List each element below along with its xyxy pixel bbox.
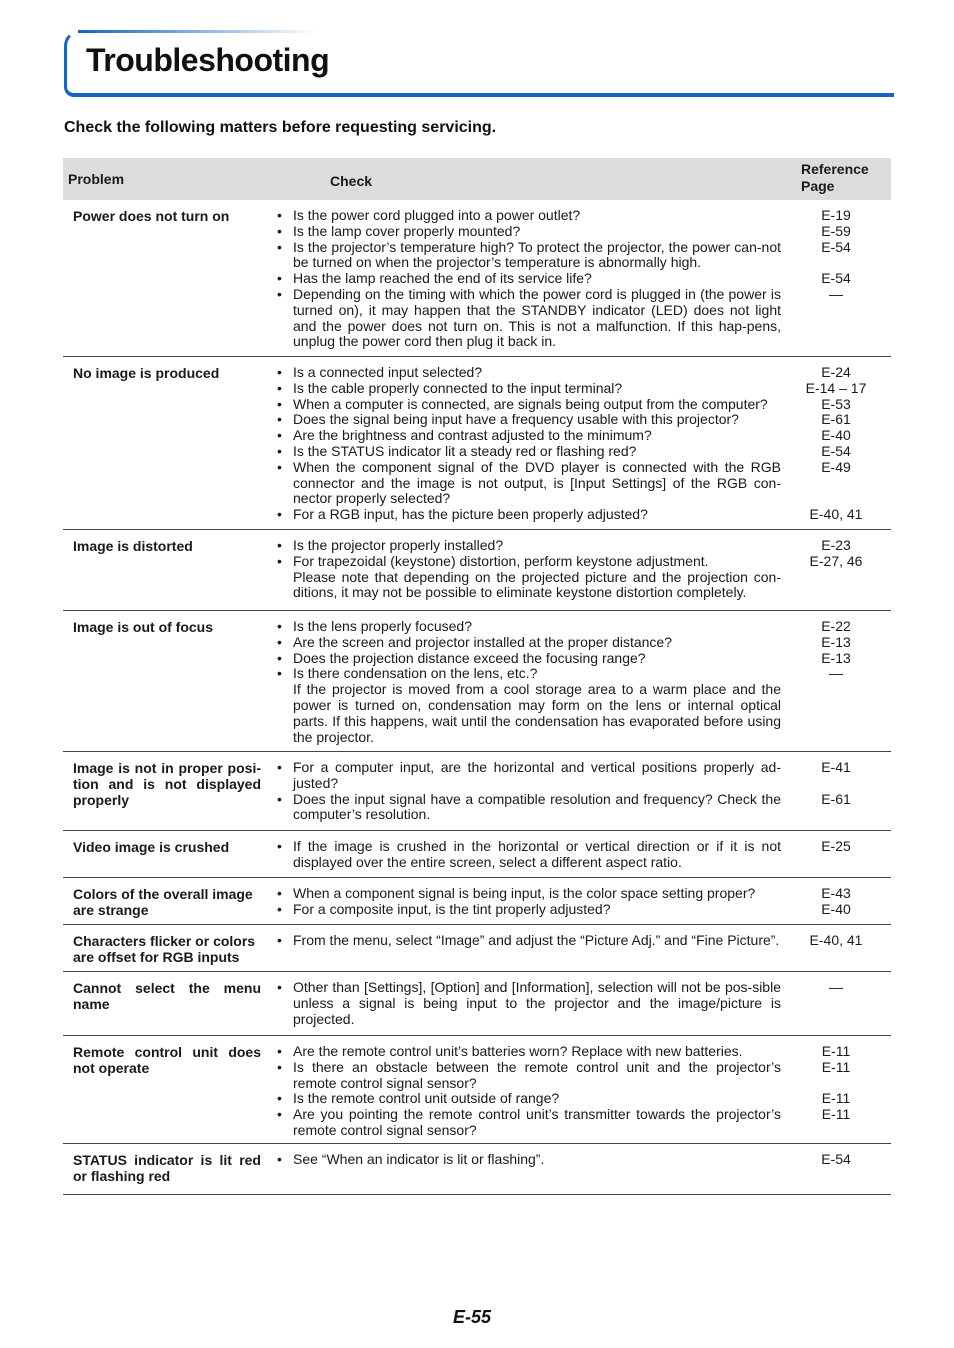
- title-banner: [64, 30, 893, 94]
- bullet-icon: •: [277, 207, 282, 223]
- check-item: [277, 397, 781, 413]
- check-item: [277, 1091, 781, 1107]
- check-item-text: Is the projector properly installed?: [293, 537, 504, 553]
- check-item: [277, 224, 781, 240]
- check-item: [277, 1044, 781, 1060]
- check-item-text: Does the input signal have a compatible resolution and frequency? Check the computer’s resolution.: [293, 790, 781, 823]
- reference-page: E-40: [821, 427, 851, 444]
- bullet-icon: •: [277, 633, 282, 650]
- reference-page: E-40, 41: [809, 932, 863, 948]
- check-item: [277, 365, 781, 381]
- reference-page: [781, 776, 891, 792]
- bullet-icon: •: [277, 838, 282, 854]
- bullet-icon: •: [277, 665, 282, 682]
- table-row: [63, 1144, 891, 1195]
- check-item-text: For a RGB input, has the picture been properly adjusted?: [293, 506, 648, 523]
- bullet-icon: •: [277, 790, 282, 807]
- check-item: [277, 428, 781, 444]
- table-header: [63, 158, 891, 200]
- problem-cell: STATUS indicator is lit red or flashing red: [73, 1152, 261, 1184]
- table-row: [63, 357, 891, 530]
- reference-page: E-13: [821, 633, 851, 650]
- bullet-icon: •: [277, 618, 282, 634]
- check-item-text: Is there an obstacle between the remote control unit and the projector’s remote control signal sensor?: [293, 1058, 781, 1091]
- reference-page: E-53: [821, 395, 851, 412]
- check-item-text: Are the remote control unit’s batteries worn? Replace with new batteries.: [293, 1043, 743, 1059]
- check-item: [277, 1107, 781, 1139]
- check-item: [277, 240, 781, 272]
- reference-page: E-54: [821, 270, 851, 287]
- check-item: [277, 933, 781, 949]
- check-item-text: Are the screen and projector installed at the proper distance?: [293, 633, 673, 650]
- reference-cell: [781, 980, 891, 1029]
- reference-page: E-11: [821, 1058, 851, 1075]
- reference-page: E-24: [821, 364, 851, 380]
- reference-page: [781, 476, 891, 492]
- check-cell: [263, 1044, 781, 1137]
- bullet-icon: •: [277, 759, 282, 775]
- check-item-text: Depending on the timing with which the power cord is plugged in (the power is turned on), it may happen that the STANDBY indicator (LED) does not light and the power does not turn on. This is not a malfunction. If this hap-pens, unplug the power cord then plug it back in.: [293, 285, 781, 350]
- check-item-text: Is the power cord plugged into a power outlet?: [293, 207, 581, 223]
- check-item-text: For trapezoidal (keystone) distortion, perform keystone adjustment.: [293, 552, 709, 569]
- check-item-text: Does the projection distance exceed the focusing range?: [293, 649, 646, 666]
- check-item-text: For a computer input, are the horizontal and vertical positions properly ad-justed?: [293, 759, 781, 791]
- check-item: [277, 886, 781, 902]
- check-item: [277, 381, 781, 397]
- bullet-icon: •: [277, 427, 282, 444]
- bullet-icon: •: [277, 270, 282, 287]
- bullet-icon: •: [277, 506, 282, 523]
- check-item: [277, 208, 781, 224]
- page-number: E-55: [453, 1307, 492, 1327]
- table-row: [63, 972, 891, 1036]
- check-item-text: When the component signal of the DVD player is connected with the RGB connector and the image is not output, is [Input Settings] of the RGB con-nector properly selected?: [293, 458, 781, 507]
- reference-cell: [781, 1152, 891, 1188]
- reference-page: E-59: [821, 222, 851, 239]
- reference-page: E-40, 41: [809, 506, 863, 523]
- reference-page: E-61: [821, 790, 851, 807]
- check-item: [277, 444, 781, 460]
- check-item: [277, 412, 781, 428]
- reference-page: E-14 – 17: [805, 379, 867, 396]
- reference-cell: [781, 760, 891, 824]
- troubleshooting-table: [63, 158, 891, 1195]
- check-item: [277, 1152, 781, 1168]
- bullet-icon: •: [277, 238, 282, 255]
- check-item-text: Does the signal being input have a frequency usable with this projector?: [293, 411, 739, 428]
- reference-page: [781, 491, 891, 507]
- bullet-icon: •: [277, 442, 282, 459]
- check-item-text: Is the projector’s temperature high? To protect the projector, the power can-not be turned on when the projector’s temperature is abnormally high.: [293, 238, 781, 271]
- page-title: Troubleshooting: [86, 42, 330, 78]
- reference-cell: [781, 619, 891, 745]
- reference-page: E-11: [821, 1043, 851, 1059]
- page-subtitle: Check the following matters before requesting servicing.: [64, 119, 497, 136]
- reference-page: E-49: [821, 458, 851, 475]
- check-item: [277, 792, 781, 824]
- problem-cell: Colors of the overall image are strange: [73, 886, 253, 918]
- check-item: [277, 760, 781, 792]
- reference-page: E-27, 46: [809, 552, 863, 569]
- check-item: [277, 570, 781, 602]
- check-cell: [263, 980, 781, 1029]
- check-cell: [263, 1152, 781, 1188]
- check-item-text: Is the lens properly focused?: [293, 618, 472, 634]
- reference-cell: [781, 1044, 891, 1137]
- check-item-text: If the image is crushed in the horizontal or vertical direction or if it is not displayed over the entire screen, select a different aspect ratio.: [293, 838, 781, 870]
- check-item-text: Is the remote control unit outside of range?: [293, 1090, 560, 1107]
- check-item-text: Is there condensation on the lens, etc.?: [293, 665, 538, 682]
- bullet-icon: •: [277, 285, 282, 302]
- bullet-icon: •: [277, 364, 282, 380]
- check-item: [277, 271, 781, 287]
- check-item-text: Other than [Settings], [Option] and [Information], selection will not be pos-sible unless a signal is being input to the projector and the image/picture is projected.: [293, 979, 781, 1027]
- check-item: [277, 1060, 781, 1092]
- check-item: [277, 651, 781, 667]
- reference-cell: [781, 839, 891, 871]
- check-item-text: From the menu, select “Image” and adjust the “Picture Adj.” and “Fine Picture”.: [293, 932, 780, 948]
- header-problem: Problem: [68, 171, 125, 187]
- reference-page: E-23: [821, 537, 851, 553]
- problem-cell: Cannot select the menu name: [73, 980, 261, 1012]
- check-item: [277, 507, 781, 523]
- bullet-icon: •: [277, 900, 282, 917]
- reference-page: E-19: [821, 207, 851, 223]
- bullet-icon: •: [277, 1151, 282, 1167]
- bullet-icon: •: [277, 1043, 282, 1059]
- check-item-text: When a computer is connected, are signals being output from the computer?: [293, 395, 768, 412]
- reference-page: [781, 1076, 891, 1092]
- table-row: [63, 878, 891, 925]
- table-row: [63, 611, 891, 752]
- table-row: [63, 752, 891, 831]
- bullet-icon: •: [277, 552, 282, 569]
- check-item: [277, 635, 781, 651]
- check-item: [277, 554, 781, 570]
- bullet-icon: •: [277, 222, 282, 239]
- check-item-text: Is the cable properly connected to the input terminal?: [293, 379, 623, 396]
- reference-cell: [781, 538, 891, 604]
- reference-page: E-61: [821, 411, 851, 428]
- bullet-icon: •: [277, 1106, 282, 1123]
- header-check: Check: [330, 173, 373, 189]
- reference-page: [781, 255, 891, 271]
- table-row: [63, 1036, 891, 1144]
- check-cell: [263, 538, 781, 604]
- check-item: [277, 619, 781, 635]
- check-item: [277, 839, 781, 871]
- check-item-text: See “When an indicator is lit or flashing”.: [293, 1151, 545, 1167]
- check-item: [277, 682, 781, 745]
- bullet-icon: •: [277, 379, 282, 396]
- problem-cell: Characters flicker or colors are offset for RGB inputs: [73, 933, 256, 965]
- reference-page: E-40: [821, 900, 851, 917]
- reference-page: —: [829, 285, 843, 302]
- check-cell: [263, 839, 781, 871]
- check-item: [277, 287, 781, 350]
- bullet-icon: •: [277, 932, 282, 948]
- table-row: [63, 831, 891, 878]
- reference-cell: [781, 365, 891, 523]
- reference-cell: [781, 886, 891, 918]
- check-cell: [263, 886, 781, 918]
- reference-page: E-11: [821, 1090, 851, 1107]
- check-cell: [263, 208, 781, 350]
- check-item-text: Has the lamp reached the end of its service life?: [293, 270, 592, 287]
- problem-cell: Video image is crushed: [73, 839, 230, 855]
- check-item-text: Are you pointing the remote control unit’s transmitter towards the projector’s remote control signal sensor?: [293, 1106, 781, 1138]
- bullet-icon: •: [277, 537, 282, 553]
- bullet-icon: •: [277, 649, 282, 666]
- table-row: [63, 200, 891, 357]
- check-item-text: Please note that depending on the projected picture and the projection con-ditions, it may not be possible to eliminate keystone distortion completely.: [293, 568, 781, 601]
- check-item: [277, 460, 781, 507]
- problem-cell: Remote control unit does not operate: [73, 1044, 261, 1076]
- reference-page: —: [829, 979, 843, 995]
- bullet-icon: •: [277, 1090, 282, 1107]
- check-item: [277, 666, 781, 682]
- reference-page: —: [829, 665, 843, 682]
- table-row: [63, 925, 891, 972]
- bullet-icon: •: [277, 411, 282, 428]
- check-cell: [263, 619, 781, 745]
- reference-page: E-54: [821, 238, 851, 255]
- title-topline: [78, 30, 318, 33]
- problem-cell: Power does not turn on: [73, 208, 230, 224]
- bullet-icon: •: [277, 885, 282, 901]
- reference-page: E-43: [821, 885, 851, 901]
- check-item-text: Are the brightness and contrast adjusted to the minimum?: [293, 427, 652, 444]
- check-cell: [263, 933, 781, 965]
- check-item: [277, 902, 781, 918]
- check-item-text: Is the lamp cover properly mounted?: [293, 222, 521, 239]
- check-item: [277, 980, 781, 1027]
- table-row: [63, 530, 891, 611]
- reference-cell: [781, 208, 891, 350]
- header-reference: Reference Page: [801, 161, 869, 194]
- bullet-icon: •: [277, 979, 282, 995]
- check-cell: [263, 760, 781, 824]
- problem-cell: Image is not in proper posi-tion and is not displayed properly: [73, 760, 261, 808]
- table-body: [63, 200, 891, 1195]
- reference-page: E-54: [821, 1151, 851, 1167]
- check-item-text: Is a connected input selected?: [293, 364, 483, 380]
- reference-page: E-41: [821, 759, 851, 775]
- check-item-text: If the projector is moved from a cool storage area to a warm place and the power is turned on, condensation may form on the lens or internal optical parts. If this happens, wait until the condensation has evaporated before using the projector.: [293, 681, 781, 745]
- check-item-text: For a composite input, is the tint properly adjusted?: [293, 900, 611, 917]
- reference-page: E-25: [821, 838, 851, 854]
- problem-cell: No image is produced: [73, 365, 220, 381]
- check-item-text: Is the STATUS indicator lit a steady red or flashing red?: [293, 442, 637, 459]
- bullet-icon: •: [277, 1058, 282, 1075]
- reference-page: E-13: [821, 649, 851, 666]
- reference-cell: [781, 933, 891, 965]
- reference-page: E-11: [821, 1106, 851, 1123]
- problem-cell: Image is distorted: [73, 538, 193, 554]
- check-item: [277, 538, 781, 554]
- reference-page: E-22: [821, 618, 851, 634]
- bullet-icon: •: [277, 395, 282, 412]
- check-item-text: When a component signal is being input, is the color space setting proper?: [293, 885, 756, 901]
- check-cell: [263, 365, 781, 523]
- bullet-icon: •: [277, 458, 282, 475]
- reference-page: E-54: [821, 442, 851, 459]
- problem-cell: Image is out of focus: [73, 619, 214, 635]
